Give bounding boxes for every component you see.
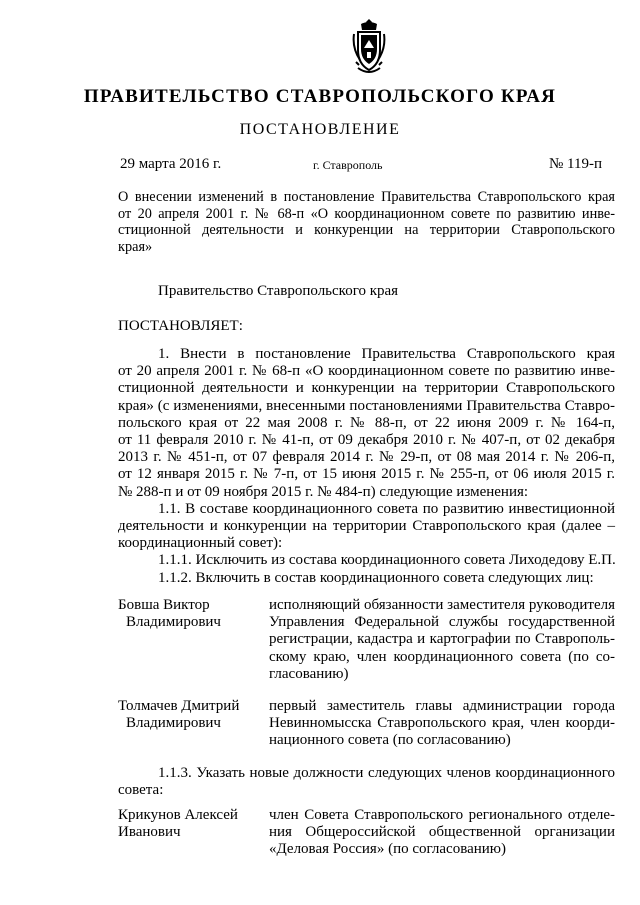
subject-line: от 20 апреля 2001 г. № 68-п «О координационном совете по развитию инве-: [118, 205, 615, 222]
paragraph-line: польского края от 22 мая 2008 г. № 88-п, от 22 июня 2009 г. № 164-п,: [118, 414, 615, 431]
paragraph-line: от 20 апреля 2001 г. № 68-п «О координационном совете по развитию инве-: [118, 363, 615, 380]
person-name: Толмачев Дмитрий Владимирович: [118, 698, 240, 732]
paragraph-line: края» (с изменениями, внесенными постановлениями Правительства Ставро-: [118, 397, 615, 414]
person-role: член Совета Ставропольского регионального отделе- ния Общероссийской общественной организации «Деловая Россия» (по согласованию): [269, 807, 615, 858]
resolves-heading: ПОСТАНОВЛЯЕТ:: [118, 318, 243, 334]
government-title: ПРАВИТЕЛЬСТВО СТАВРОПОЛЬСКОГО КРАЯ: [83, 86, 557, 107]
paragraph-line: 1. Внести в постановление Правительства Ставропольского края: [158, 346, 615, 362]
item-1: [118, 346, 615, 587]
subject-line: О внесении изменений в постановление Правительства Ставропольского края: [118, 189, 615, 205]
document-number: № 119-п: [548, 156, 602, 172]
paragraph-line: совета:: [118, 782, 164, 799]
document-subject: [118, 189, 615, 255]
paragraph-line: деятельности и конкуренции на территории Ставропольского края (далее –: [118, 518, 615, 535]
item-1-1-3: [118, 765, 615, 799]
paragraph-line: от 12 января 2015 г. № 7-п, от 15 июня 2015 г. № 255-п, от 06 июля 2015 г.: [118, 466, 615, 483]
person-name: Крикунов Алексей Иванович: [118, 807, 238, 841]
person-role: исполняющий обязанности заместителя руководителя Управления Федеральной службы государственной регистрации, кадастра и картографии по Ставрополь- скому краю, член координационного совета (по со- гласованию): [269, 597, 615, 682]
preamble: Правительство Ставропольского края: [158, 283, 399, 299]
paragraph-line: № 288-п и от 09 ноября 2015 г. № 484-п) следующие изменения:: [118, 483, 529, 500]
person-name: Бовша Виктор Владимирович: [118, 597, 221, 631]
document-type: ПОСТАНОВЛЕНИЕ: [239, 121, 401, 138]
paragraph-line: стиционной деятельности и конкуренции на территории Ставропольского: [118, 380, 615, 397]
person-role: первый заместитель главы администрации города Невинномысска Ставропольского края, член коорди- национного совета (по согласованию): [269, 698, 615, 749]
coat-of-arms-emblem: [352, 18, 386, 76]
document-date: 29 марта 2016 г.: [120, 156, 222, 172]
paragraph-line: 2013 г. № 451-п, от 07 февраля 2014 г. № 29-п, от 08 мая 2014 г. № 206-п,: [118, 449, 615, 466]
document-city: г. Ставрополь: [313, 158, 383, 172]
paragraph-line: координационный совет):: [118, 535, 283, 552]
paragraph-line: 1.1. В составе координационного совета по развитию инвестиционной: [158, 500, 615, 517]
subject-line: края»: [118, 238, 153, 255]
paragraph-line: 1.1.3. Указать новые должности следующих членов координационного: [158, 765, 615, 781]
paragraph-line: 1.1.1. Исключить из состава координационного совета Лиходедову Е.П.: [158, 552, 616, 569]
paragraph-line: 1.1.2. Включить в состав координационного совета следующих лиц:: [158, 569, 594, 586]
paragraph-line: от 11 февраля 2010 г. № 41-п, от 09 декабря 2010 г. № 407-п, от 02 декабря: [118, 432, 615, 449]
subject-line: стиционной деятельности и конкуренции на территории Ставропольского: [118, 222, 615, 239]
